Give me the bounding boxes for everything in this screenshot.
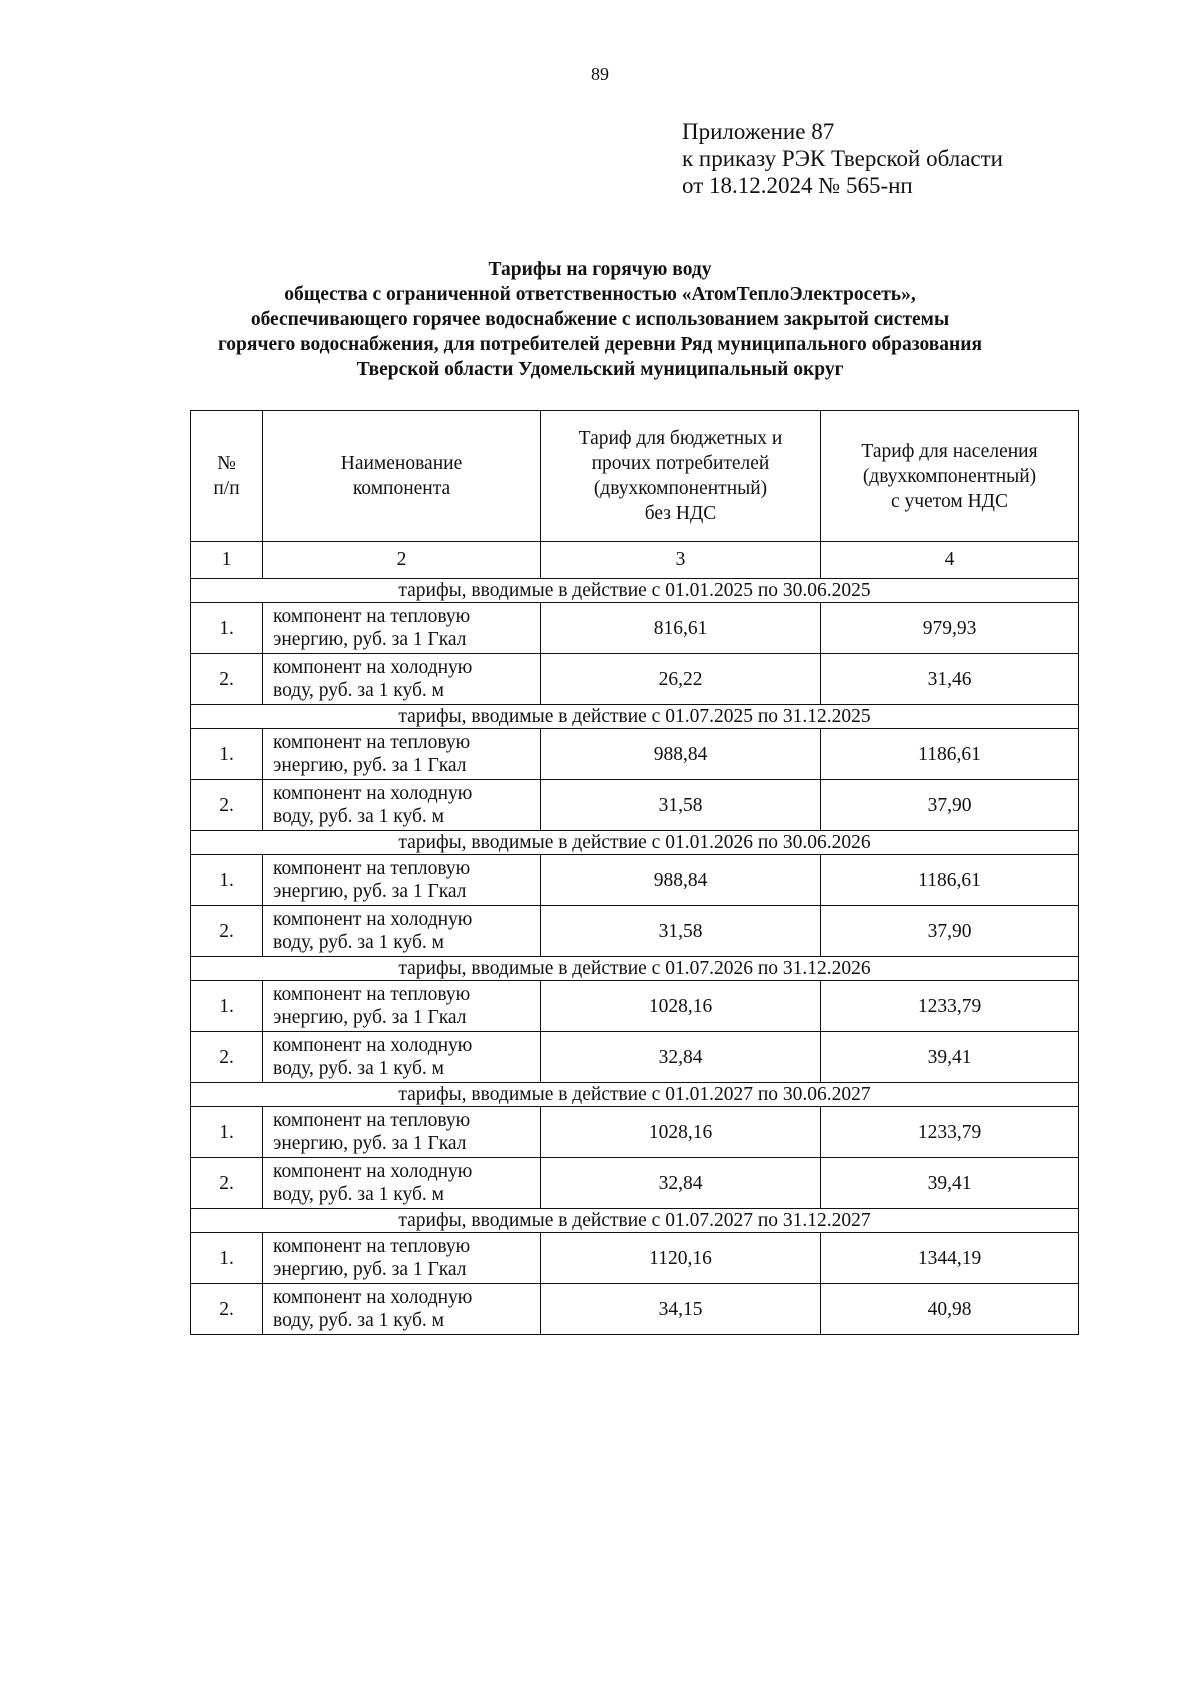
table-row [191,1107,1079,1158]
column-number: 3 [541,542,821,579]
component-name [263,729,541,780]
appendix-line: от 18.12.2024 № 565-нп [682,173,913,198]
period-row [191,1083,1079,1107]
component-name [263,855,541,906]
component-name-line: воду, руб. за 1 куб. м [273,1310,444,1331]
row-number: 2. [191,906,263,957]
header-line: (двухкомпонентный) [862,465,1037,487]
population-tariff: 39,41 [821,1158,1079,1209]
column-number: 1 [191,542,263,579]
component-name-line: компонент на холодную [273,657,473,678]
title-line: обеспечивающего горячее водоснабжение с использованием закрытой системы [250,309,950,330]
period-label: тарифы, вводимые в действие с 01.07.2025 по 31.12.2025 [191,705,1079,729]
component-name [263,1107,541,1158]
component-name-line: воду, руб. за 1 куб. м [273,1184,444,1205]
row-number: 2. [191,780,263,831]
period-label: тарифы, вводимые в действие с 01.01.2025 по 30.06.2025 [191,579,1079,603]
component-name-line: компонент на тепловую [273,732,471,753]
component-name-line: компонент на тепловую [273,1110,471,1131]
population-tariff: 1186,61 [821,855,1079,906]
row-number: 1. [191,981,263,1032]
component-name-line: воду, руб. за 1 куб. м [273,932,444,953]
population-tariff: 37,90 [821,780,1079,831]
header-line: (двухкомпонентный) [593,478,768,499]
table-row [191,855,1079,906]
header-line: Тариф для бюджетных и [578,428,783,449]
population-tariff: 37,90 [821,906,1079,957]
column-number: 2 [263,542,541,579]
component-name-line: компонент на тепловую [273,984,471,1005]
component-name [263,1284,541,1335]
period-row [191,579,1079,603]
component-name [263,654,541,705]
component-name-line: воду, руб. за 1 куб. м [273,806,444,827]
tariff-table-body [191,579,1079,1335]
component-name [263,603,541,654]
period-label: тарифы, вводимые в действие с 01.01.2026 по 30.06.2026 [191,831,1079,855]
header-line: без НДС [644,503,717,524]
header-budget [541,411,821,542]
appendix-line: Приложение 87 [682,119,835,144]
column-number-row [191,542,1079,579]
header-line: прочих потребителей [591,453,770,474]
component-name-line: воду, руб. за 1 куб. м [273,1058,444,1079]
period-row [191,831,1079,855]
appendix-line: к приказу РЭК Тверской области [682,146,1003,171]
row-number: 1. [191,729,263,780]
component-name-line: энергию, руб. за 1 Гкал [273,881,467,902]
budget-tariff: 988,84 [541,855,821,906]
title-line: горячего водоснабжения, для потребителей деревни Ряд муниципального образования [217,334,983,355]
component-name-line: компонент на холодную [273,1161,473,1182]
title-line: Тверской области Удомельский муниципальный округ [356,359,844,380]
table-header-row [191,411,1079,542]
table-row [191,654,1079,705]
component-name-line: воду, руб. за 1 куб. м [273,680,444,701]
document-title [150,257,1050,382]
period-label: тарифы, вводимые в действие с 01.07.2027 по 31.12.2027 [191,1209,1079,1233]
component-name [263,906,541,957]
population-tariff: 1186,61 [821,729,1079,780]
population-tariff: 979,93 [821,603,1079,654]
component-name-line: энергию, руб. за 1 Гкал [273,1133,467,1154]
header-line: п/п [213,478,240,499]
period-label: тарифы, вводимые в действие с 01.01.2027 по 30.06.2027 [191,1083,1079,1107]
population-tariff: 31,46 [821,654,1079,705]
row-number: 1. [191,603,263,654]
table-row [191,1032,1079,1083]
budget-tariff: 816,61 [541,603,821,654]
component-name-line: компонент на тепловую [273,1236,471,1257]
appendix-reference [682,118,1003,199]
component-name-line: компонент на холодную [273,1287,473,1308]
component-name-line: компонент на холодную [273,1035,473,1056]
header-line: Тариф для населения [861,440,1038,462]
budget-tariff: 26,22 [541,654,821,705]
table-row [191,1158,1079,1209]
component-name [263,981,541,1032]
table-row [191,603,1079,654]
table-row [191,981,1079,1032]
row-number: 2. [191,654,263,705]
component-name-line: компонент на тепловую [273,858,471,879]
period-row [191,705,1079,729]
table-row [191,729,1079,780]
header-name [263,411,541,542]
row-number: 2. [191,1032,263,1083]
tariff-table [190,410,1079,1335]
budget-tariff: 32,84 [541,1032,821,1083]
row-number: 1. [191,855,263,906]
budget-tariff: 1028,16 [541,981,821,1032]
population-tariff: 1344,19 [821,1233,1079,1284]
header-line: компонента [352,478,451,499]
component-name-line: компонент на холодную [273,783,473,804]
component-name-line: энергию, руб. за 1 Гкал [273,755,467,776]
component-name [263,1158,541,1209]
budget-tariff: 31,58 [541,780,821,831]
component-name-line: энергию, руб. за 1 Гкал [273,1007,467,1028]
budget-tariff: 988,84 [541,729,821,780]
table-row [191,780,1079,831]
header-line: Наименование [340,453,463,474]
table-row [191,1233,1079,1284]
column-number: 4 [821,542,1079,579]
row-number: 2. [191,1284,263,1335]
budget-tariff: 32,84 [541,1158,821,1209]
title-line: Тарифы на горячую воду [488,259,712,280]
title-line: общества с ограниченной ответственностью «АтомТеплоЭлектросеть», [284,284,916,305]
row-number: 2. [191,1158,263,1209]
period-row [191,1209,1079,1233]
component-name-line: компонент на тепловую [273,606,471,627]
budget-tariff: 31,58 [541,906,821,957]
component-name [263,1233,541,1284]
component-name-line: энергию, руб. за 1 Гкал [273,1259,467,1280]
period-label: тарифы, вводимые в действие с 01.07.2026 по 31.12.2026 [191,957,1079,981]
period-row [191,957,1079,981]
row-number: 1. [191,1233,263,1284]
table-row [191,1284,1079,1335]
row-number: 1. [191,1107,263,1158]
population-tariff: 1233,79 [821,981,1079,1032]
header-num [191,411,263,542]
budget-tariff: 1028,16 [541,1107,821,1158]
header-line: с учетом НДС [891,490,1008,512]
population-tariff: 1233,79 [821,1107,1079,1158]
population-tariff: 40,98 [821,1284,1079,1335]
budget-tariff: 1120,16 [541,1233,821,1284]
budget-tariff: 34,15 [541,1284,821,1335]
header-population [821,411,1079,542]
component-name [263,780,541,831]
population-tariff: 39,41 [821,1032,1079,1083]
page-number: 89 [591,64,609,84]
component-name-line: энергию, руб. за 1 Гкал [273,629,467,650]
header-line: № [217,453,236,474]
component-name [263,1032,541,1083]
table-row [191,906,1079,957]
component-name-line: компонент на холодную [273,909,473,930]
